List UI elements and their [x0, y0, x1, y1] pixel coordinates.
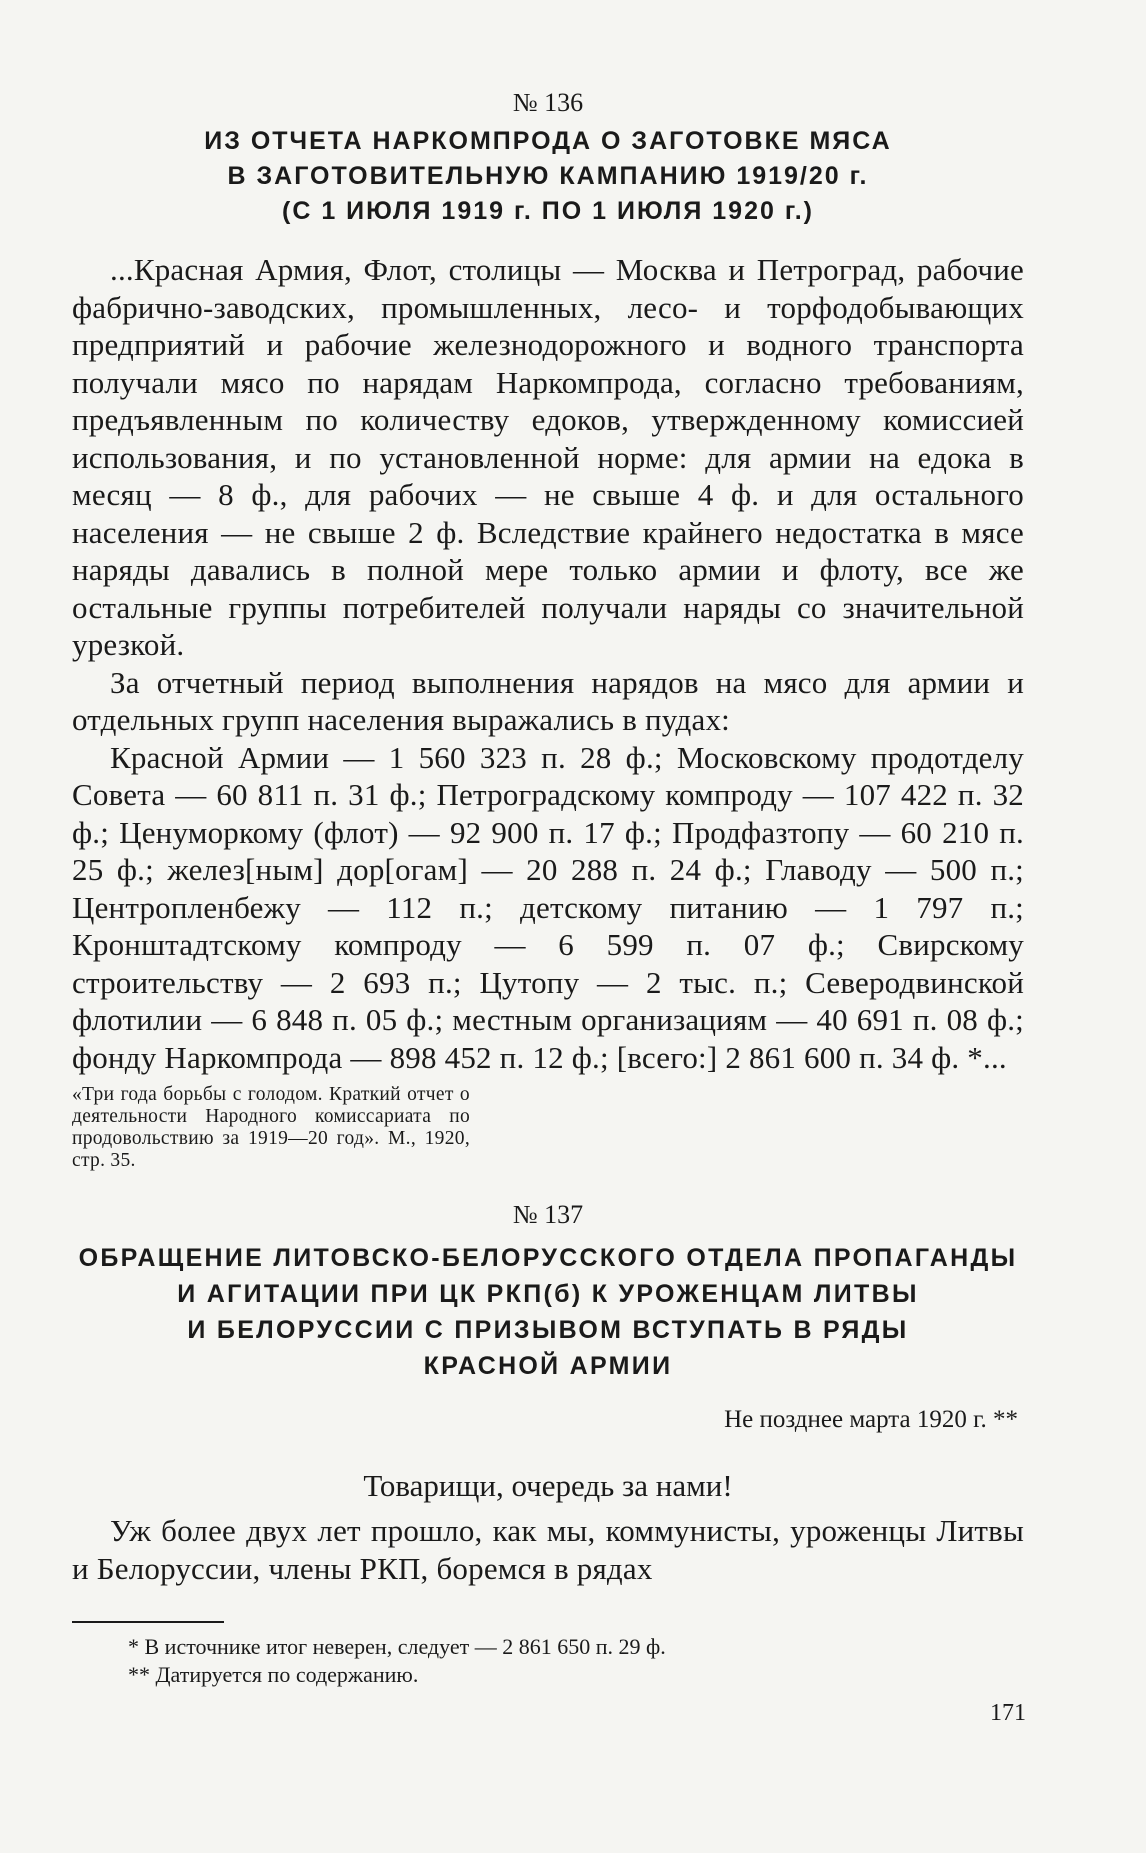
document-body: [72, 1512, 1024, 1587]
page-number: 171: [990, 1700, 1026, 1726]
title-line: ОБРАЩЕНИЕ ЛИТОВСКО-БЕЛОРУССКОГО ОТДЕЛА ПРОПАГАНДЫ: [78, 1244, 1018, 1272]
paragraph: За отчетный период выполнения нарядов на мясо для армии и отдельных групп населения выражались в пудах:: [72, 664, 1024, 737]
document-number: № 136: [512, 88, 584, 117]
source-citation: «Три года борьбы с голодом. Краткий отчет о деятельности Народного комиссариата по продовольствию за 1919—20 год». М., 1920, стр. 35.: [72, 1084, 470, 1171]
paragraph: ...Красная Армия, Флот, столицы — Москва и Петроград, рабочие фабрично-заводских, промышленных, лесо- и торфодобывающих предприятий и рабочие железнодорожного и водного транспорта получали мясо по нарядам Наркомпрода, согласно требованиям, предъявленным по количеству едоков, утвержденному комиссией использования, и по установленной норме: для армии на едока в месяц — 8 ф., для рабочих — не свыше 4 ф. и для остального населения — не свыше 2 ф. Вследствие крайнего недостатка в мясе наряды давались в полной мере только армии и флоту, все же остальные группы потребителей получали наряды со значительной урезкой.: [72, 252, 1024, 662]
footnote: * В источнике итог неверен, следует — 2 861 650 п. 29 ф.: [128, 1634, 666, 1659]
paragraph: Красной Армии — 1 560 323 п. 28 ф.; Московскому продотделу Совета — 60 811 п. 31 ф.; Петроградскому компроду — 107 422 п. 32 ф.; Ценуморкому (флот) — 92 900 п. 17 ф.; Продфазтопу — 60 210 п. 25 ф.; желез[ным] дор[огам] — 20 288 п. 24 ф.; Главоду — 500 п.; Центропленбежу — 112 п.; детскому питанию — 1 797 п.; Кронштадтскому компроду — 6 599 п. 07 ф.; Свирскому строительству — 2 693 п.; Цутопу — 2 тыс. п.; Северодвинской флотилии — 6 848 п. 05 ф.; местным организациям — 40 691 п. 08 ф.; фонду Наркомпрода — 898 452 п. 12 ф.; [всего:] 2 861 600 п. 34 ф. *...: [72, 739, 1024, 1075]
document-title: [72, 124, 1024, 229]
paragraph: Уж более двух лет прошло, как мы, коммунисты, уроженцы Литвы и Белоруссии, члены РКП, боремся в рядах: [72, 1513, 1024, 1586]
page-content: [72, 88, 1024, 1689]
document-date: Не позднее марта 1920 г. **: [724, 1406, 1018, 1433]
document-number: № 137: [512, 1200, 584, 1229]
title-line: ИЗ ОТЧЕТА НАРКОМПРОДА О ЗАГОТОВКЕ МЯСА: [204, 127, 892, 155]
title-line: И БЕЛОРУССИИ С ПРИЗЫВОМ ВСТУПАТЬ В РЯДЫ: [187, 1316, 909, 1344]
title-line: КРАСНОЙ АРМИИ: [423, 1352, 673, 1380]
footnote-divider: [72, 1621, 224, 1623]
footnote: ** Датируется по содержанию.: [128, 1662, 419, 1687]
document-title: [72, 1240, 1024, 1384]
document-body: [72, 251, 1024, 1076]
salutation: Товарищи, очередь за нами!: [363, 1468, 733, 1503]
title-line: В ЗАГОТОВИТЕЛЬНУЮ КАМПАНИЮ 1919/20 г.: [227, 162, 869, 190]
title-line: И АГИТАЦИИ ПРИ ЦК РКП(б) К УРОЖЕНЦАМ ЛИТВЫ: [177, 1280, 919, 1308]
title-line: (С 1 ИЮЛЯ 1919 г. ПО 1 ИЮЛЯ 1920 г.): [282, 197, 814, 225]
